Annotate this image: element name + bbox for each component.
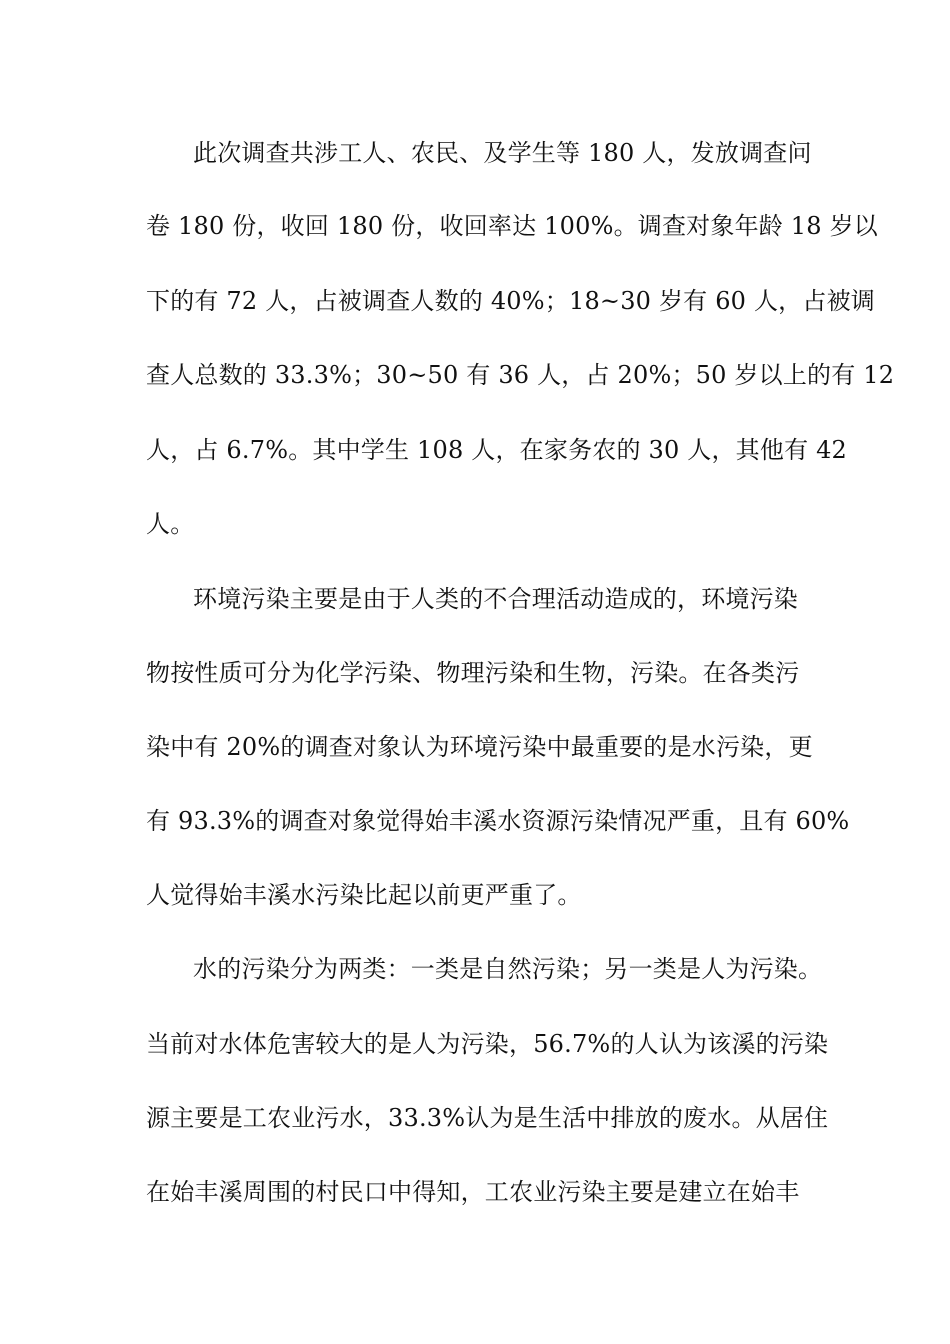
paragraph-2-line-3: 染中有 20%的调查对象认为环境污染中最重要的是水污染，更 (146, 733, 813, 761)
paragraph-1-line-1: 此次调查共涉工人、农民、及学生等 180 人，发放调查问 (193, 139, 812, 167)
paragraph-2-line-2: 物按性质可分为化学污染、物理污染和生物，污染。在各类污 (146, 659, 800, 687)
paragraph-2-line-4: 有 93.3%的调查对象觉得始丰溪水资源污染情况严重，且有 60% (146, 807, 850, 835)
paragraph-3-line-3: 源主要是工农业污水，33.3%认为是生活中排放的废水。从居住 (146, 1104, 829, 1132)
paragraph-1-line-4: 查人总数的 33.3%；30~50 有 36 人，占 20%；50 岁以上的有 12 (146, 361, 895, 389)
paragraph-1-line-5: 人，占 6.7%。其中学生 108 人，在家务农的 30 人，其他有 42 (146, 436, 848, 464)
paragraph-3-line-1: 水的污染分为两类：一类是自然污染；另一类是人为污染。 (193, 955, 823, 983)
paragraph-1-line-3: 下的有 72 人，占被调查人数的 40%；18~30 岁有 60 人，占被调 (146, 287, 875, 315)
paragraph-1-line-2: 卷 180 份，收回 180 份，收回率达 100%。调查对象年龄 18 岁以 (146, 212, 878, 240)
paragraph-2-line-5: 人觉得始丰溪水污染比起以前更严重了。 (146, 881, 582, 909)
paragraph-1-line-6: 人。 (146, 510, 195, 538)
paragraph-3-line-4: 在始丰溪周围的村民口中得知，工农业污染主要是建立在始丰 (146, 1178, 800, 1206)
paragraph-3-line-2: 当前对水体危害较大的是人为污染，56.7%的人认为该溪的污染 (146, 1030, 829, 1058)
paragraph-2-line-1: 环境污染主要是由于人类的不合理活动造成的，环境污染 (193, 585, 798, 613)
